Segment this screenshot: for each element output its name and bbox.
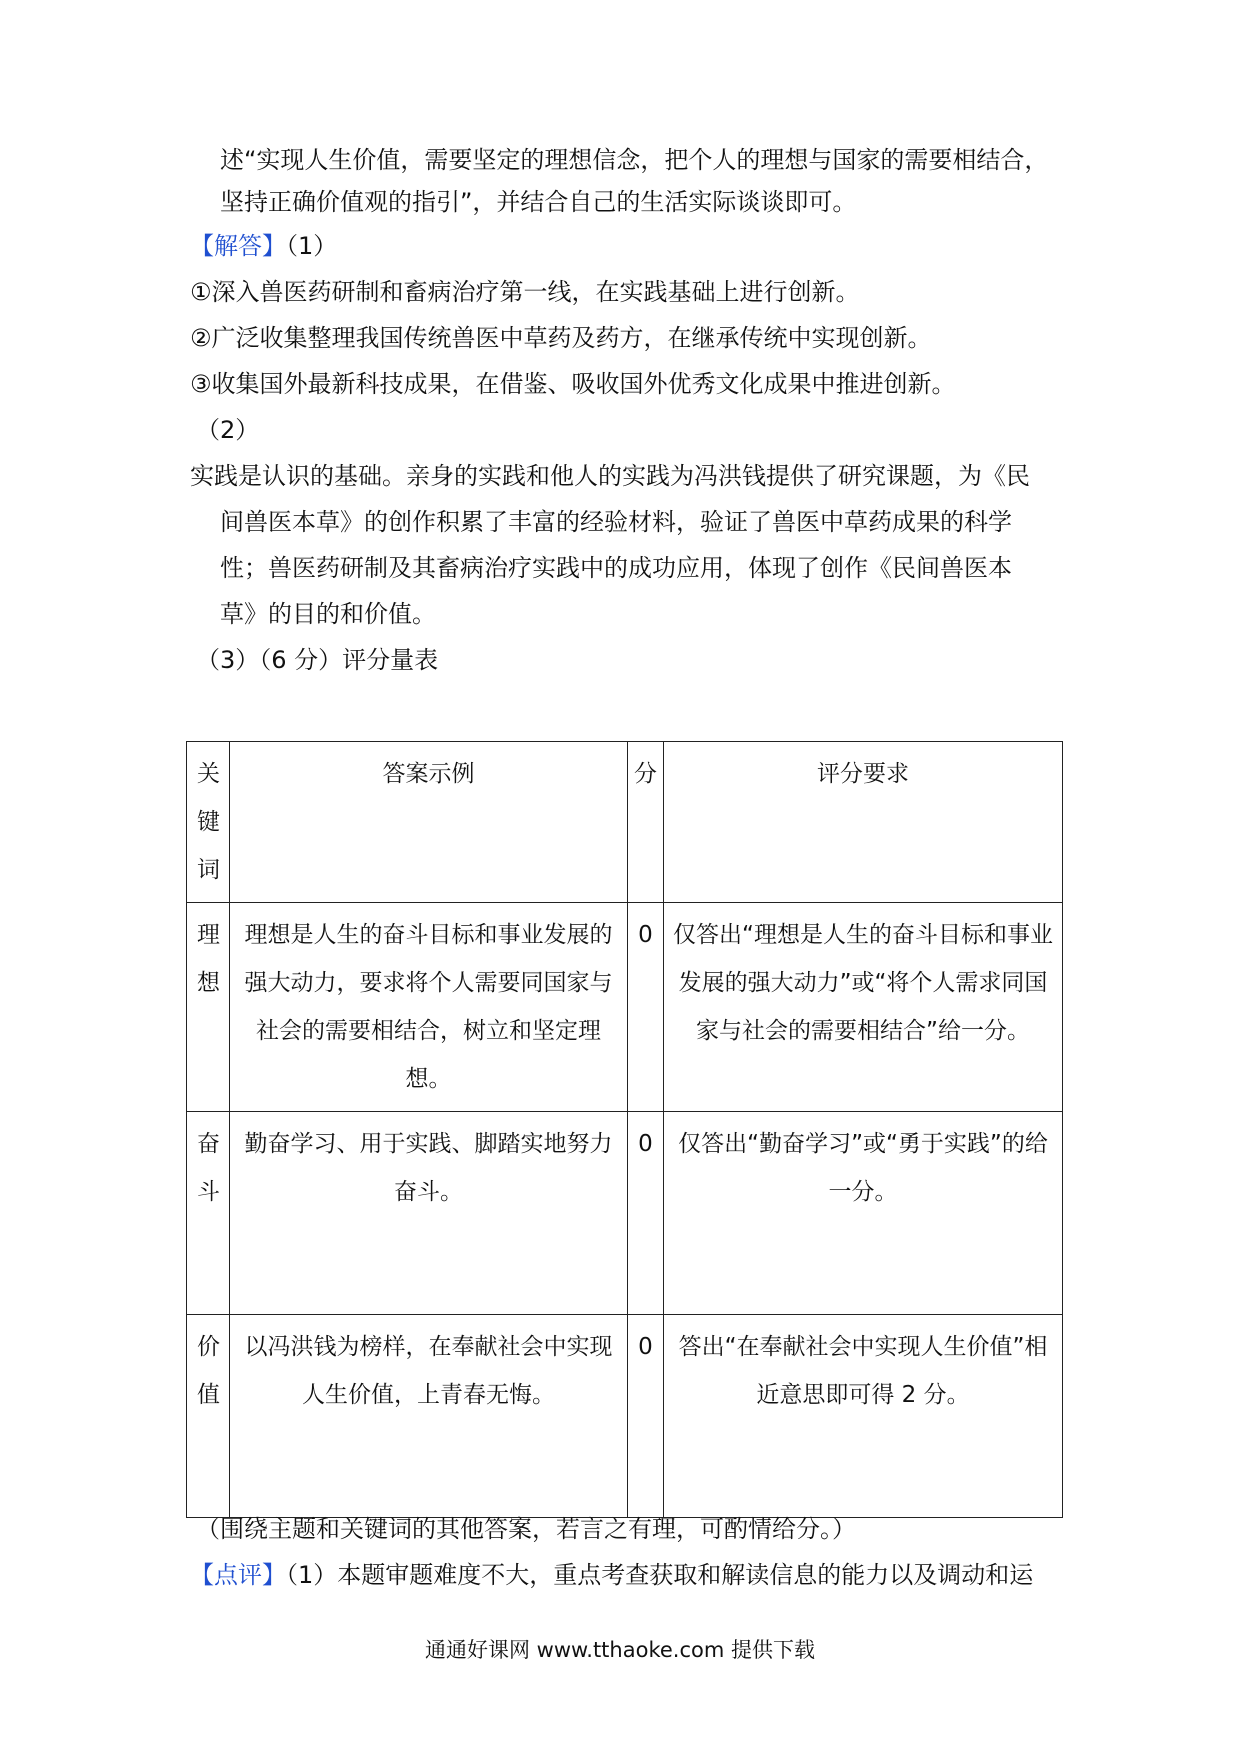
answer-part1-label: （1）: [286, 232, 338, 260]
comment-tag: 【点评】: [190, 1561, 286, 1589]
table-row: [187, 1112, 1063, 1315]
answer-heading: [190, 229, 337, 263]
row-score-cell: [628, 1112, 664, 1315]
row-requirement: 仅答出“勤奋学习”或“勇于实践”的给一分。: [678, 1131, 1048, 1205]
row-score-cell: [628, 903, 664, 1112]
header-answer: 答案示例: [382, 761, 475, 787]
row-key-cell: [187, 903, 230, 1112]
answer-point-1: ①深入兽医药研制和畜病治疗第一线，在实践基础上进行创新。: [190, 278, 860, 306]
intro-line-2: 坚持正确价值观的指引”，并结合自己的生活实际谈谈即可。: [220, 188, 857, 216]
header-key-cell: [187, 742, 230, 903]
row-key-cell: [187, 1112, 230, 1315]
row-keyword: 价值: [197, 1334, 220, 1408]
header-answer-cell: [230, 742, 628, 903]
row-keyword: 奋斗: [197, 1131, 220, 1205]
part2-line-4: 草》的目的和价值。: [220, 600, 436, 628]
page-footer: 通通好课网 www.tthaoke.com 提供下载: [425, 1638, 815, 1662]
row-key-cell: [187, 1315, 230, 1518]
header-requirement: 评分要求: [817, 761, 909, 787]
header-score: 分: [634, 761, 657, 787]
row-answer: 以冯洪钱为榜样，在奉献社会中实现人生价值，上青春无悔。: [244, 1334, 613, 1408]
table-header-row: [187, 742, 1063, 903]
row-requirement-cell: [664, 903, 1063, 1112]
part3-label: （3）（6 分）评分量表: [196, 646, 439, 674]
row-answer: 勤奋学习、用于实践、脚踏实地努力奋斗。: [244, 1131, 613, 1205]
answer-point-3: ③收集国外最新科技成果，在借鉴、吸收国外优秀文化成果中推进创新。: [190, 370, 956, 398]
comment-line: [190, 1558, 1033, 1592]
comment-text: （1）本题审题难度不大，重点考查获取和解读信息的能力以及调动和运: [286, 1561, 1034, 1589]
row-score: 0: [638, 1334, 653, 1360]
row-answer-cell: [230, 903, 628, 1112]
intro-line-1: 述“实现人生价值，需要坚定的理想信念，把个人的理想与国家的需要相结合，: [220, 146, 1049, 174]
grading-note: （围绕主题和关键词的其他答案，若言之有理，可酌情给分。）: [196, 1515, 856, 1543]
part2-line-3: 性；兽医药研制及其畜病治疗实践中的成功应用，体现了创作《民间兽医本: [220, 554, 1012, 582]
row-requirement: 仅答出“理想是人生的奋斗目标和事业发展的强大动力”或“将个人需求同国家与社会的需要相结合”给一分。: [673, 922, 1053, 1044]
row-answer-cell: [230, 1112, 628, 1315]
table-row: [187, 903, 1063, 1112]
row-requirement-cell: [664, 1112, 1063, 1315]
scoring-rubric-table: [186, 741, 1063, 1518]
header-requirement-cell: [664, 742, 1063, 903]
table-row: [187, 1315, 1063, 1518]
header-key: 关键词: [197, 761, 220, 883]
row-score: 0: [638, 1131, 653, 1157]
row-requirement-cell: [664, 1315, 1063, 1518]
answer-tag: 【解答】: [190, 232, 286, 260]
part2-line-2: 间兽医本草》的创作积累了丰富的经验材料，验证了兽医中草药成果的科学: [220, 508, 1012, 536]
part2-line-1: 实践是认识的基础。亲身的实践和他人的实践为冯洪钱提供了研究课题，为《民: [190, 462, 1030, 490]
row-answer-cell: [230, 1315, 628, 1518]
row-score: 0: [638, 922, 653, 948]
row-score-cell: [628, 1315, 664, 1518]
row-answer: 理想是人生的奋斗目标和事业发展的强大动力，要求将个人需要同国家与社会的需要相结合，树立和坚定理想。: [244, 922, 613, 1092]
header-score-cell: [628, 742, 664, 903]
answer-point-2: ②广泛收集整理我国传统兽医中草药及药方，在继承传统中实现创新。: [190, 324, 932, 352]
row-requirement: 答出“在奉献社会中实现人生价值”相近意思即可得 2 分。: [678, 1334, 1048, 1408]
part2-label: （2）: [196, 416, 260, 444]
row-keyword: 理想: [197, 922, 220, 996]
